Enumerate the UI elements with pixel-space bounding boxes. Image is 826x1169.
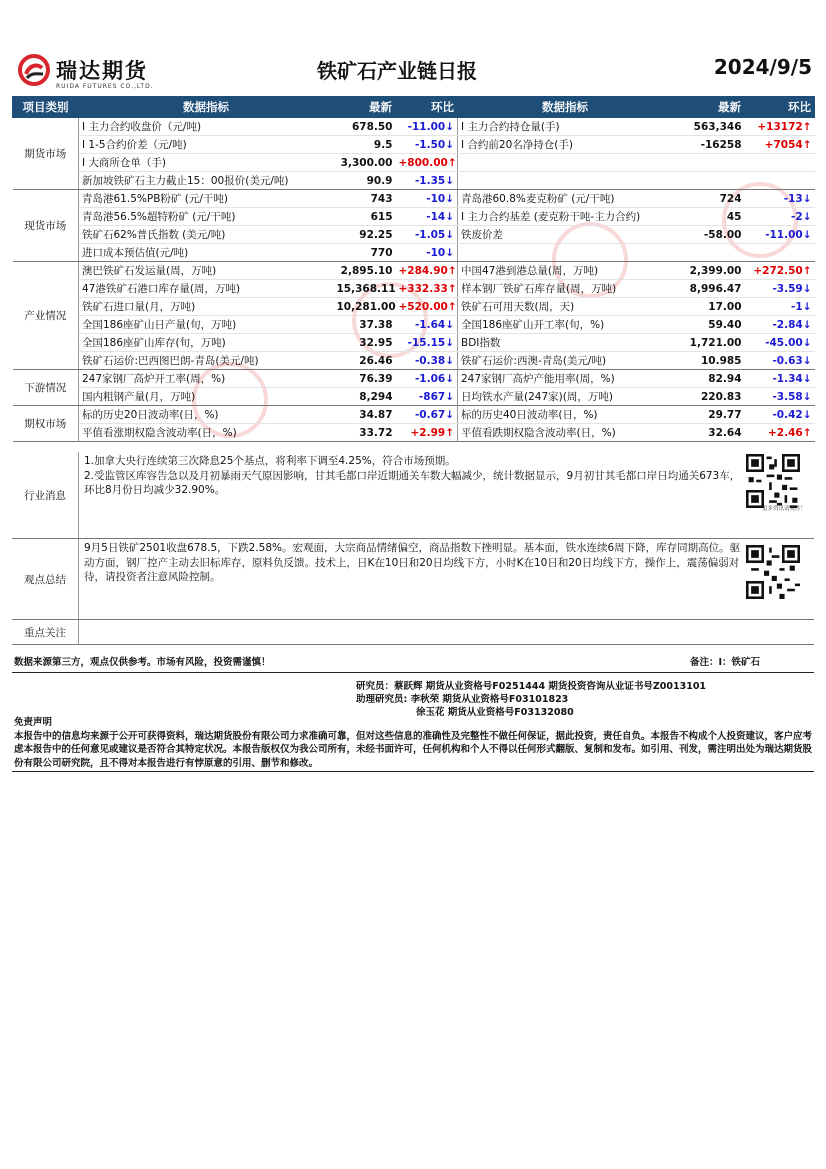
- disclaimer-text: 本报告中的信息均来源于公开可获得资料，瑞达期货股份有限公司力求准确可靠，但对这些信息的准确性及完整性不做任何保证，据此投资，责任自负。本报告不构成个人投资建议，客户应考虑本报告中的任何意见或建议是否符合其特定状况。本报告版权仅为我公司所有，未经书面许可，任何机构和个人不得以任何形式翻版、复制和发布。如引用、刊发，需注明出处为瑞达期货股份有限公司研究院，且不得对本报告进行有悖原意的引用、删节和修改。: [14, 730, 813, 769]
- change-value-cell: -1↓: [745, 298, 815, 316]
- latest-value-cell: 2,399.00: [673, 262, 745, 280]
- latest-value-cell: 17.00: [673, 298, 745, 316]
- table-row: [13, 118, 815, 136]
- researcher-info: 研究员：蔡跃辉 期货从业资格号F0251444 期货投资咨询从业证书号Z0013101: [356, 681, 707, 692]
- divider: [12, 672, 814, 673]
- indicator-name-cell: 全国186座矿山开工率(旬，%): [458, 316, 673, 334]
- latest-value-cell: 10.985: [673, 352, 745, 370]
- latest-value-cell: 76.39: [334, 370, 396, 388]
- change-value-cell: -10↓: [396, 190, 458, 208]
- table-row: [13, 244, 815, 262]
- latest-value-cell: 10,281.00: [334, 298, 396, 316]
- indicator-name-cell: 标的历史20日波动率(日，%): [79, 406, 334, 424]
- header-indicator-right: 数据指标: [458, 97, 673, 118]
- change-value-cell: -11.00↓: [396, 118, 458, 136]
- indicator-name-cell: I 主力合约收盘价（元/吨): [79, 118, 334, 136]
- indicator-name-cell: 铁矿石62%普氏指数 (美元/吨): [79, 226, 334, 244]
- latest-value-cell: [673, 244, 745, 262]
- change-value-cell: -2↓: [745, 208, 815, 226]
- data-source-note: 数据来源第三方，观点仅供参考。市场有风险，投资需谨慎！: [14, 657, 271, 668]
- change-value-cell: -11.00↓: [745, 226, 815, 244]
- change-value-cell: +2.99↑: [396, 424, 458, 442]
- indicator-name-cell: [458, 172, 673, 190]
- latest-value-cell: 770: [334, 244, 396, 262]
- indicator-name-cell: 全国186座矿山日产量(旬，万吨): [79, 316, 334, 334]
- table-row: [13, 208, 815, 226]
- latest-value-cell: 33.72: [334, 424, 396, 442]
- indicator-name-cell: I 合约前20名净持仓(手): [458, 136, 673, 154]
- latest-value-cell: 678.50: [334, 118, 396, 136]
- latest-value-cell: 26.46: [334, 352, 396, 370]
- change-value-cell: +7054↑: [745, 136, 815, 154]
- latest-value-cell: 45: [673, 208, 745, 226]
- change-value-cell: [745, 172, 815, 190]
- category-cell: 产业情况: [13, 262, 79, 370]
- change-value-cell: -3.58↓: [745, 388, 815, 406]
- table-header-row: [13, 97, 815, 118]
- news-item: 2.受监管区库容告急以及月初暴雨天气原因影响，甘其毛都口岸近期通关车数大幅减少，统计数据显示，9月初甘其毛都口岸日均通关673车，环比8月份日均减少32.90%。: [84, 469, 741, 496]
- industry-news-section: [12, 452, 814, 539]
- indicator-name-cell: 国内粗钢产量(月，万吨): [79, 388, 334, 406]
- table-row: [13, 334, 815, 352]
- indicator-name-cell: 全国186座矿山库存(旬，万吨): [79, 334, 334, 352]
- change-value-cell: -1.35↓: [396, 172, 458, 190]
- indicator-name-cell: 中国47港到港总量(周，万吨): [458, 262, 673, 280]
- indicator-name-cell: 青岛港56.5%超特粉矿 (元/干吨): [79, 208, 334, 226]
- indicator-name-cell: 铁矿石运价:巴西图巴朗-青岛(美元/吨): [79, 352, 334, 370]
- news-item: 1.加拿大央行连续第三次降息25个基点，将利率下调至4.25%，符合市场预期。: [84, 455, 456, 467]
- change-value-cell: -0.42↓: [745, 406, 815, 424]
- header-indicator-left: 数据指标: [79, 97, 334, 118]
- category-cell: 现货市场: [13, 190, 79, 262]
- table-row: [13, 280, 815, 298]
- indicator-name-cell: 青岛港60.8%麦克粉矿 (元/干吨): [458, 190, 673, 208]
- table-row: [13, 406, 815, 424]
- category-cell: 期货市场: [13, 118, 79, 190]
- latest-value-cell: -16258: [673, 136, 745, 154]
- report-header: [12, 44, 814, 96]
- indicator-name-cell: 铁矿石运价:西澳-青岛(美元/吨): [458, 352, 673, 370]
- assistant-researcher-info-2: 徐玉花 期货从业资格号F03132080: [416, 707, 574, 718]
- change-value-cell: -0.38↓: [396, 352, 458, 370]
- indicator-name-cell: 247家钢厂高炉产能用率(周，%): [458, 370, 673, 388]
- table-row: [13, 226, 815, 244]
- indicator-name-cell: 新加坡铁矿石主力截止15：00报价(美元/吨): [79, 172, 334, 190]
- latest-value-cell: 724: [673, 190, 745, 208]
- change-value-cell: -13↓: [745, 190, 815, 208]
- change-value-cell: +284.90↑: [396, 262, 458, 280]
- change-value-cell: +2.46↑: [745, 424, 815, 442]
- latest-value-cell: 9.5: [334, 136, 396, 154]
- latest-value-cell: [673, 154, 745, 172]
- header-change-right: 环比: [745, 97, 815, 118]
- change-value-cell: -1.05↓: [396, 226, 458, 244]
- remark-note: 备注：I：铁矿石: [690, 657, 761, 668]
- logo-mark-icon: [18, 54, 50, 86]
- indicator-name-cell: 日均铁水产量(247家)(周，万吨): [458, 388, 673, 406]
- indicator-name-cell: BDI指数: [458, 334, 673, 352]
- change-value-cell: -0.63↓: [745, 352, 815, 370]
- latest-value-cell: 37.38: [334, 316, 396, 334]
- divider: [12, 771, 814, 772]
- table-row: [13, 316, 815, 334]
- industry-news-text: [84, 454, 744, 498]
- latest-value-cell: -58.00: [673, 226, 745, 244]
- change-value-cell: +800.00↑: [396, 154, 458, 172]
- indicator-name-cell: 47港铁矿石港口库存量(周，万吨): [79, 280, 334, 298]
- latest-value-cell: [673, 172, 745, 190]
- indicator-name-cell: 平值看跌期权隐含波动率(日，%): [458, 424, 673, 442]
- header-change-left: 环比: [396, 97, 458, 118]
- change-value-cell: +332.33↑: [396, 280, 458, 298]
- latest-value-cell: 32.95: [334, 334, 396, 352]
- indicator-name-cell: 青岛港61.5%PB粉矿 (元/干吨): [79, 190, 334, 208]
- latest-value-cell: 2,895.10: [334, 262, 396, 280]
- disclaimer-title: 免责声明: [14, 717, 53, 728]
- logo-text: 瑞达期货: [56, 59, 148, 83]
- change-value-cell: [745, 154, 815, 172]
- table-row: [13, 154, 815, 172]
- qr-code-icon: [746, 545, 800, 599]
- indicator-name-cell: [458, 154, 673, 172]
- assistant-researcher-info: 助理研究员: 李秋荣 期货从业资格号F03101823: [356, 694, 569, 705]
- latest-value-cell: 92.25: [334, 226, 396, 244]
- summary-text: 9月5日铁矿2501收盘678.5，下跌2.58%。宏观面，大宗商品情绪偏空，商品指数下挫明显。基本面，铁水连续6周下降，库存同期高位。驱动方面，钢厂控产主动去旧标库存，原料负反馈。技术上，日K在10日和20日均线下方，小时K在10日和20日均线下方，操作上，震荡偏弱对待，请投资者注意风险控制。: [84, 542, 741, 583]
- change-value-cell: -0.67↓: [396, 406, 458, 424]
- change-value-cell: -2.84↓: [745, 316, 815, 334]
- latest-value-cell: 220.83: [673, 388, 745, 406]
- indicator-name-cell: I 主力合约基差 (麦克粉干吨-主力合约): [458, 208, 673, 226]
- change-value-cell: -1.50↓: [396, 136, 458, 154]
- change-value-cell: -15.15↓: [396, 334, 458, 352]
- latest-value-cell: 1,721.00: [673, 334, 745, 352]
- table-row: [13, 424, 815, 442]
- indicator-name-cell: I 1-5合约价差（元/吨): [79, 136, 334, 154]
- indicator-name-cell: 平值看涨期权隐含波动率(日，%): [79, 424, 334, 442]
- indicator-name-cell: 铁废价差: [458, 226, 673, 244]
- latest-value-cell: 15,368.11: [334, 280, 396, 298]
- change-value-cell: -45.00↓: [745, 334, 815, 352]
- header-category: 项目类别: [13, 97, 79, 118]
- table-row: [13, 172, 815, 190]
- latest-value-cell: 82.94: [673, 370, 745, 388]
- indicator-name-cell: 进口成本预估值(元/吨): [79, 244, 334, 262]
- latest-value-cell: 8,996.47: [673, 280, 745, 298]
- latest-value-cell: 32.64: [673, 424, 745, 442]
- table-row: [13, 298, 815, 316]
- summary-label: 观点总结: [12, 539, 79, 619]
- focus-label: 重点关注: [12, 620, 79, 644]
- header-latest-right: 最新: [673, 97, 745, 118]
- indicator-table: [12, 96, 815, 442]
- change-value-cell: [745, 244, 815, 262]
- change-value-cell: +13172↑: [745, 118, 815, 136]
- indicator-name-cell: 标的历史40日波动率(日，%): [458, 406, 673, 424]
- focus-section: [12, 620, 814, 645]
- table-row: [13, 388, 815, 406]
- latest-value-cell: 34.87: [334, 406, 396, 424]
- latest-value-cell: 615: [334, 208, 396, 226]
- indicator-name-cell: I 主力合约持仓量(手): [458, 118, 673, 136]
- category-cell: 下游情况: [13, 370, 79, 406]
- table-row: [13, 190, 815, 208]
- latest-value-cell: 59.40: [673, 316, 745, 334]
- disclaimer: [14, 716, 812, 770]
- header-latest-left: 最新: [334, 97, 396, 118]
- table-row: [13, 136, 815, 154]
- latest-value-cell: 563,346: [673, 118, 745, 136]
- indicator-name-cell: 铁矿石进口量(月，万吨): [79, 298, 334, 316]
- report-title: 铁矿石产业链日报: [317, 59, 477, 83]
- change-value-cell: -867↓: [396, 388, 458, 406]
- table-row: [13, 352, 815, 370]
- change-value-cell: -14↓: [396, 208, 458, 226]
- logo-subtext: RUIDA FUTURES CO.,LTD.: [56, 83, 154, 90]
- summary-section: [12, 539, 814, 620]
- latest-value-cell: 3,300.00: [334, 154, 396, 172]
- indicator-name-cell: I 大商所仓单（手): [79, 154, 334, 172]
- latest-value-cell: 90.9: [334, 172, 396, 190]
- change-value-cell: -1.06↓: [396, 370, 458, 388]
- table-row: [13, 262, 815, 280]
- change-value-cell: +272.50↑: [745, 262, 815, 280]
- indicator-name-cell: 澳巴铁矿石发运量(周，万吨): [79, 262, 334, 280]
- industry-news-label: 行业消息: [12, 452, 79, 538]
- qr-caption: 更多资讯请关注！: [761, 506, 806, 512]
- latest-value-cell: 29.77: [673, 406, 745, 424]
- indicator-name-cell: 样本钢厂铁矿石库存量(周，万吨): [458, 280, 673, 298]
- latest-value-cell: 8,294: [334, 388, 396, 406]
- report-date: 2024/9/5: [713, 55, 812, 79]
- indicator-name-cell: 铁矿石可用天数(周，天): [458, 298, 673, 316]
- category-cell: 期权市场: [13, 406, 79, 442]
- change-value-cell: -1.64↓: [396, 316, 458, 334]
- change-value-cell: -3.59↓: [745, 280, 815, 298]
- qr-code-icon: [746, 454, 800, 508]
- data-sheet: [12, 96, 814, 442]
- change-value-cell: +520.00↑: [396, 298, 458, 316]
- latest-value-cell: 743: [334, 190, 396, 208]
- company-logo: [18, 50, 178, 94]
- change-value-cell: -1.34↓: [745, 370, 815, 388]
- change-value-cell: -10↓: [396, 244, 458, 262]
- table-row: [13, 370, 815, 388]
- indicator-name-cell: [458, 244, 673, 262]
- indicator-name-cell: 247家钢厂高炉开工率(周，%): [79, 370, 334, 388]
